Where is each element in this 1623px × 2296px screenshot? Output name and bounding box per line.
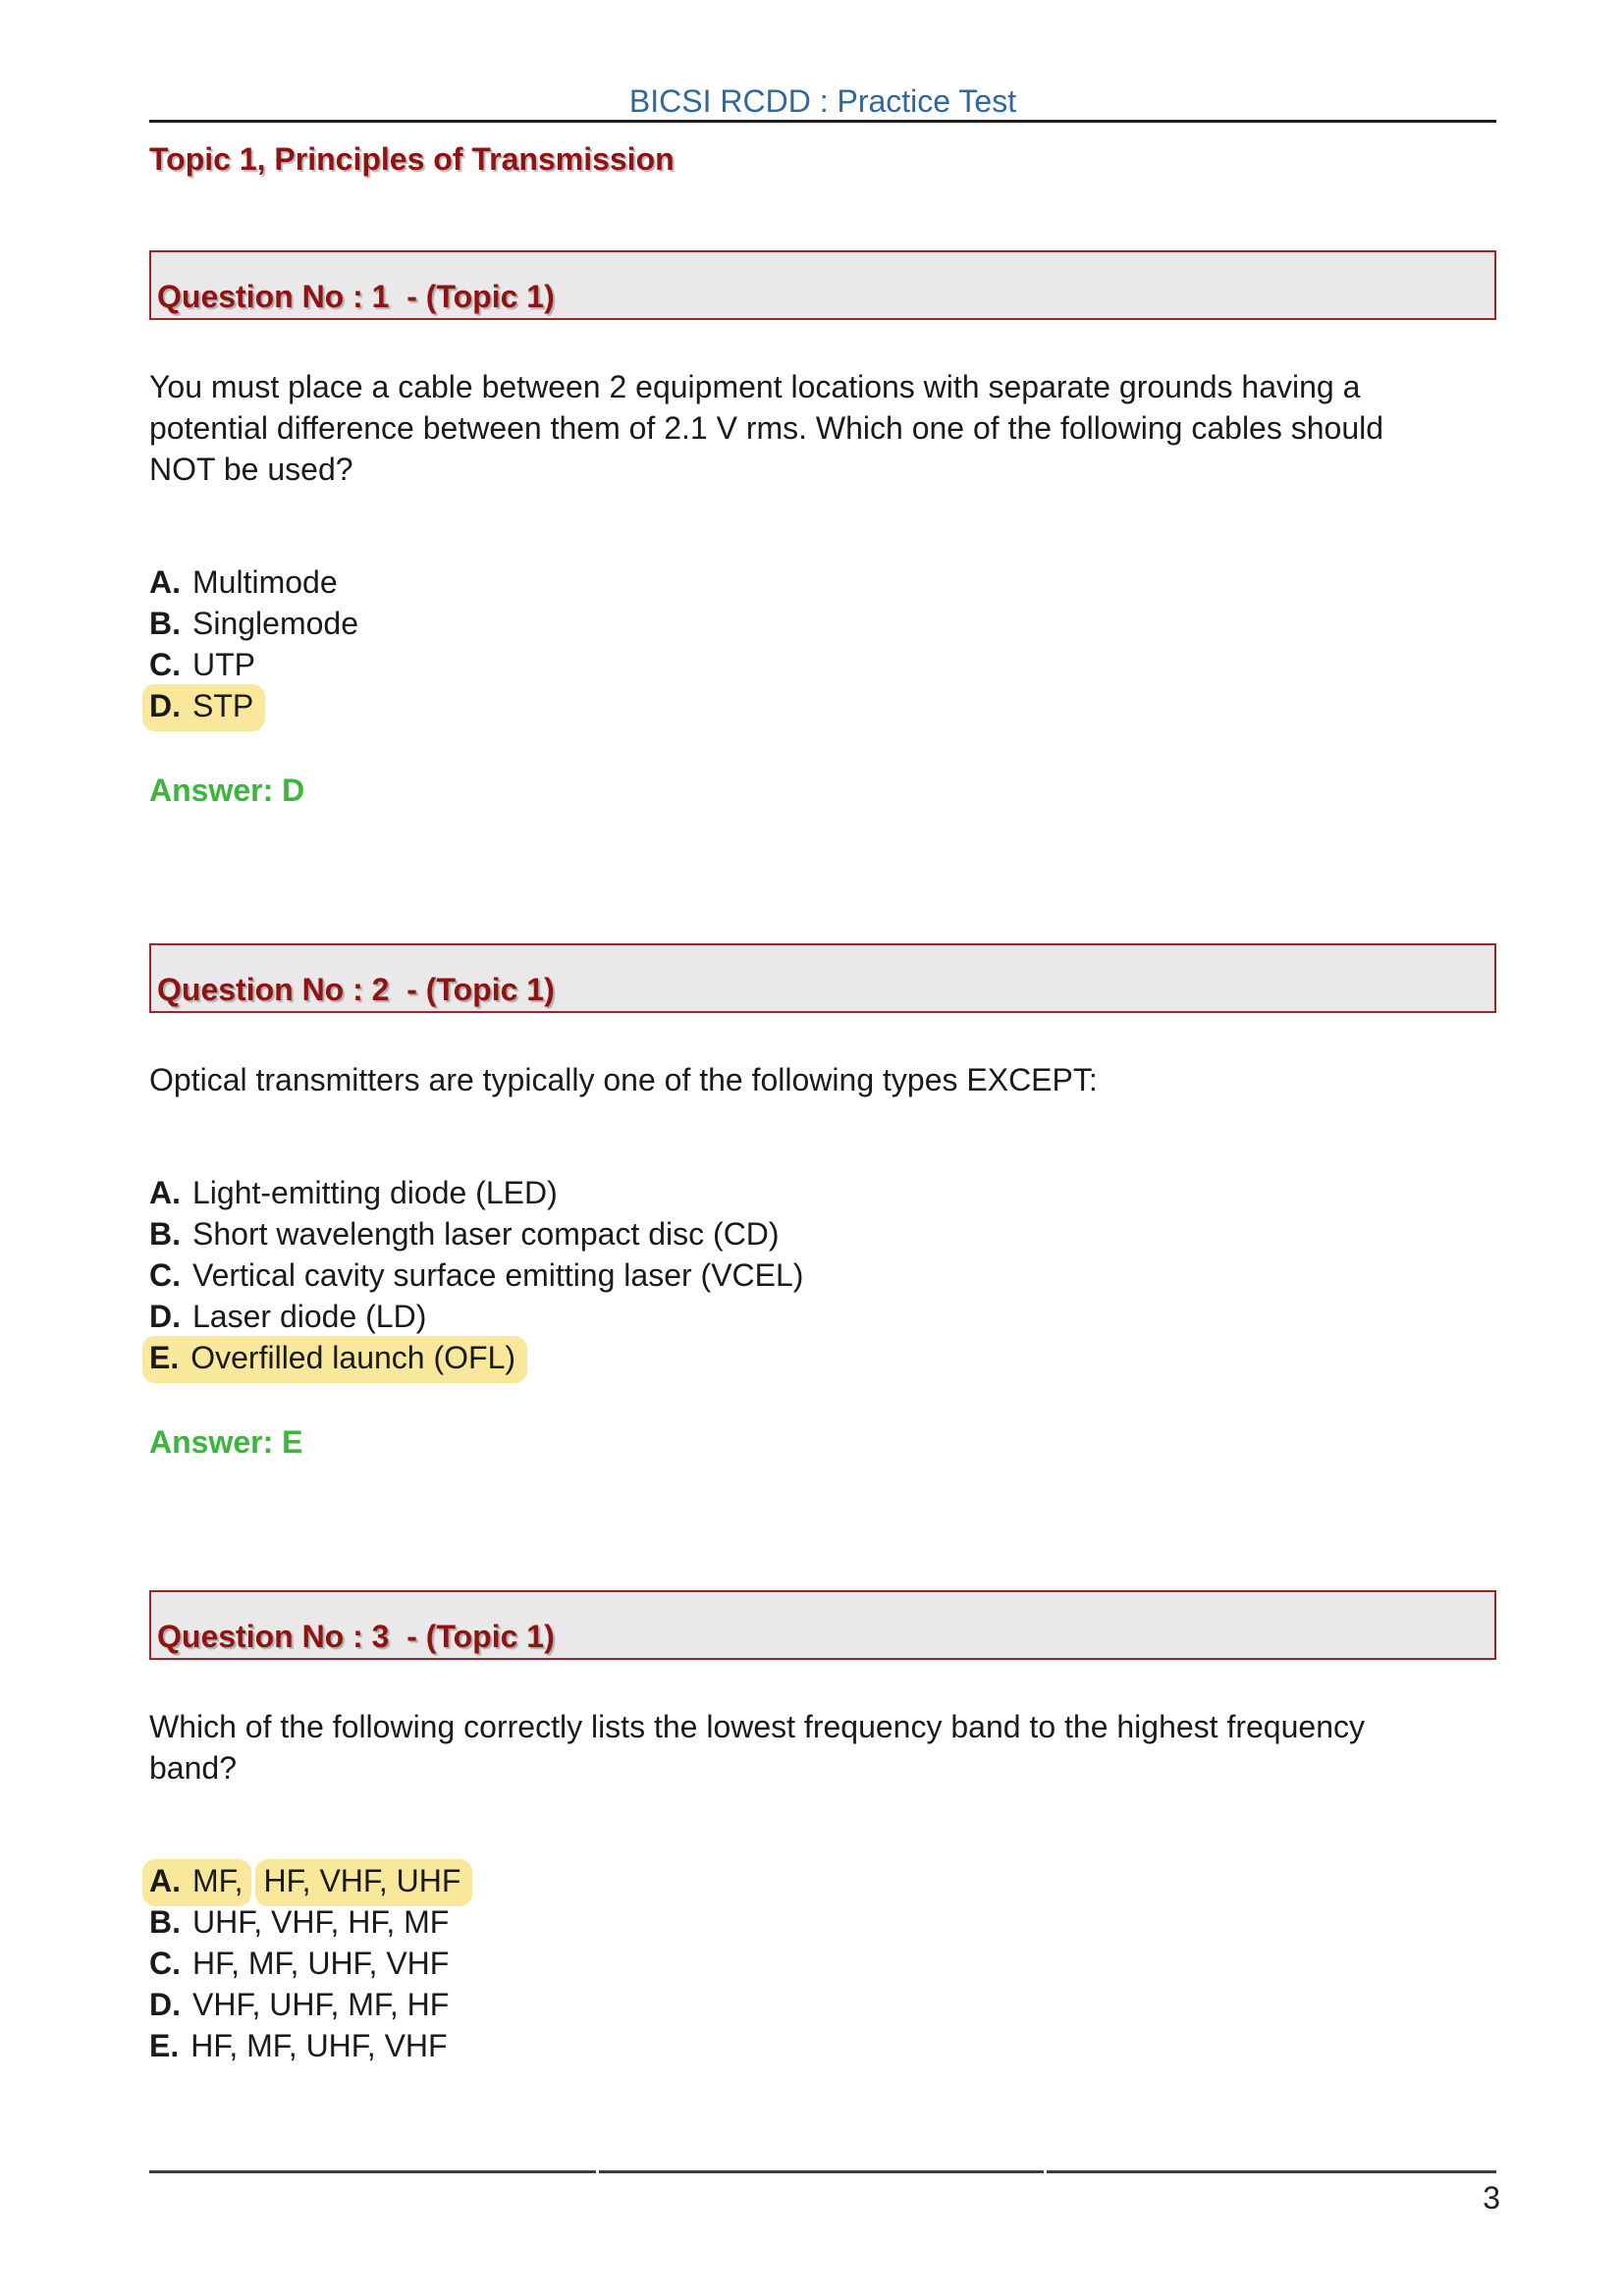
option-text: STP bbox=[192, 688, 254, 723]
footer-rule bbox=[149, 2170, 1496, 2173]
option-e bbox=[149, 2025, 1496, 2066]
option-text: UTP bbox=[192, 647, 255, 682]
question-1-title: Question No : 1 - (Topic 1) bbox=[157, 279, 555, 314]
question-3-title-box bbox=[149, 1590, 1496, 1660]
answer-highlight-segment bbox=[142, 1859, 251, 1906]
question-text-line: Optical transmitters are typically one of the following types EXCEPT: bbox=[149, 1062, 1098, 1097]
question-text-line: NOT be used? bbox=[149, 452, 353, 487]
question-1-text bbox=[149, 366, 1496, 490]
option-c bbox=[149, 644, 1496, 685]
option-letter: B. bbox=[149, 1216, 181, 1252]
option-text: MF, bbox=[192, 1863, 243, 1898]
answer-highlight bbox=[142, 1336, 527, 1383]
option-text: Laser diode (LD) bbox=[192, 1299, 427, 1334]
option-d bbox=[149, 1984, 1496, 2025]
question-2-text bbox=[149, 1059, 1496, 1100]
option-c bbox=[149, 1943, 1496, 1984]
question-3-title: Question No : 3 - (Topic 1) bbox=[157, 1619, 555, 1654]
option-text: Short wavelength laser compact disc (CD) bbox=[192, 1216, 780, 1252]
option-letter: C. bbox=[149, 647, 181, 682]
option-letter: D. bbox=[149, 688, 181, 723]
option-b bbox=[149, 1213, 1496, 1255]
question-2-answer: Answer: E bbox=[149, 1424, 303, 1460]
option-b bbox=[149, 1901, 1496, 1943]
option-d-highlighted bbox=[149, 685, 1496, 726]
option-text: Multimode bbox=[192, 564, 338, 600]
option-e-highlighted bbox=[149, 1337, 1496, 1378]
answer-highlight-segment: HF, VHF, UHF bbox=[255, 1859, 473, 1906]
option-c bbox=[149, 1255, 1496, 1296]
question-block-2 bbox=[149, 943, 1496, 1463]
question-3-text bbox=[149, 1706, 1496, 1789]
question-1-answer: Answer: D bbox=[149, 773, 305, 808]
question-2-title: Question No : 2 - (Topic 1) bbox=[157, 972, 555, 1007]
question-2-options bbox=[149, 1172, 1496, 1378]
page-number: 3 bbox=[1483, 2180, 1500, 2216]
question-2-title-box bbox=[149, 943, 1496, 1013]
option-text: Light-emitting diode (LED) bbox=[192, 1175, 558, 1210]
question-text-line: band? bbox=[149, 1750, 237, 1786]
question-3-options bbox=[149, 1860, 1496, 2066]
option-letter: C. bbox=[149, 1946, 181, 1981]
topic-heading: Topic 1, Principles of Transmission bbox=[149, 141, 675, 177]
option-letter: B. bbox=[149, 606, 181, 641]
question-text-line: You must place a cable between 2 equipment locations with separate grounds having a bbox=[149, 369, 1361, 404]
option-letter: A. bbox=[149, 1175, 181, 1210]
option-a bbox=[149, 561, 1496, 603]
option-d bbox=[149, 1296, 1496, 1337]
header-title: BICSI RCDD : Practice Test bbox=[628, 83, 1017, 119]
page-header bbox=[149, 0, 1496, 123]
question-block-1 bbox=[149, 250, 1496, 811]
option-text: Overfilled launch (OFL) bbox=[190, 1340, 516, 1375]
answer-highlight bbox=[142, 684, 265, 731]
option-a bbox=[149, 1172, 1496, 1213]
question-block-3 bbox=[149, 1590, 1496, 2066]
question-1-options bbox=[149, 561, 1496, 726]
option-a-highlighted bbox=[149, 1860, 1496, 1901]
option-letter: D. bbox=[149, 1299, 181, 1334]
option-letter: C. bbox=[149, 1257, 181, 1293]
question-1-title-box bbox=[149, 250, 1496, 320]
option-text: HF, MF, UHF, VHF bbox=[192, 1946, 450, 1981]
option-letter: E. bbox=[149, 2028, 180, 2063]
option-text: Singlemode bbox=[192, 606, 358, 641]
option-text: Vertical cavity surface emitting laser (VCEL) bbox=[192, 1257, 804, 1293]
option-letter: E. bbox=[149, 1340, 180, 1375]
option-b bbox=[149, 603, 1496, 644]
option-text: UHF, VHF, HF, MF bbox=[192, 1904, 450, 1940]
option-letter: B. bbox=[149, 1904, 181, 1940]
option-letter: A. bbox=[149, 1863, 181, 1898]
option-text: HF, MF, UHF, VHF bbox=[190, 2028, 448, 2063]
question-text-line: Which of the following correctly lists the lowest frequency band to the highest frequency bbox=[149, 1709, 1365, 1744]
option-letter: D. bbox=[149, 1987, 181, 2022]
option-text: VHF, UHF, MF, HF bbox=[192, 1987, 450, 2022]
option-letter: A. bbox=[149, 564, 181, 600]
question-text-line: potential difference between them of 2.1 V rms. Which one of the following cables should bbox=[149, 410, 1384, 446]
